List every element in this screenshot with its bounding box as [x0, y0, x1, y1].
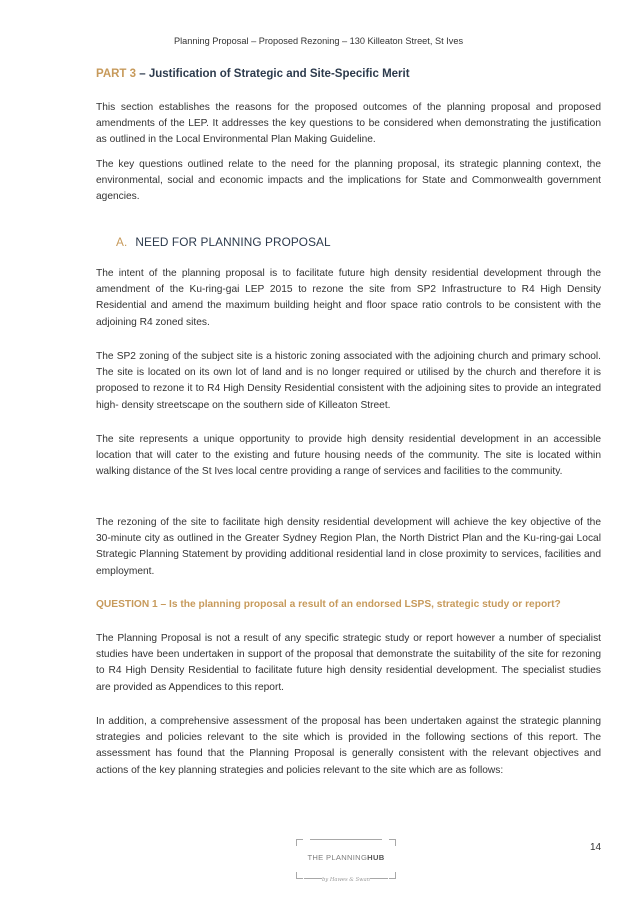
section-a-paragraph-2: The SP2 zoning of the subject site is a historic zoning associated with the adjoining church and primary school. The site is located on its own lot of land and is no longer required or utilised by the church and therefore it is proposed to rezone it to R4 High Density Residential consistent with the adjoining sites to provide an integrated high- density streetscape on the southern side of Killeaton Street. [96, 351, 601, 411]
question-paragraph-1: The Planning Proposal is not a result of any specific strategic study or report however a number of specialist studies have been undertaken in support of the proposal that demonstrate the suitability of the site for rezoning to R4 High Density Residential to facilitate future high density residential development. The specialist studies are provided as Appendices to this report. [96, 633, 601, 693]
logo-wordmark: THE PLANNINGHUB [307, 853, 385, 862]
section-title: NEED FOR PLANNING PROPOSAL [135, 235, 331, 249]
question-paragraph-2: In addition, a comprehensive assessment of the proposal has been undertaken against the strategic planning strategies and policies relevant to the site which is provided in the following sections of this report. The assessment has found that the Planning Proposal is generally consistent with the relevant objectives and actions of the key planning strategies and policies relevant to the site which are as follows: [96, 716, 601, 776]
section-a-paragraph-4: The rezoning of the site to facilitate high density residential development will achieve the key objective of the 30-minute city as outlined in the Greater Sydney Region Plan, the North District Plan and the Ku-ring-gai Local Strategic Planning Statement by providing additional residential land in close proximity to services, facilities and employment. [96, 517, 601, 577]
part-title: – Justification of Strategic and Site-Specific Merit [136, 68, 410, 80]
intro-paragraph-1: This section establishes the reasons for the proposed outcomes of the planning proposal and proposed amendments of the LEP. It addresses the key questions to be considered when demonstrating the justification as outlined in the Local Environmental Plan Making Guideline. [96, 102, 601, 146]
running-header: Planning Proposal – Proposed Rezoning – 130 Killeaton Street, St Ives [173, 36, 464, 46]
intro-paragraph-2: The key questions outlined relate to the need for the planning proposal, its strategic planning context, the environmental, social and economic impacts and the implications for State and Commonwealth government agencies. [96, 159, 601, 203]
question-heading: QUESTION 1 – Is the planning proposal a result of an endorsed LSPS, strategic study or report? [96, 599, 561, 610]
part-number: PART 3 [96, 68, 137, 80]
part-heading [96, 68, 410, 80]
planning-hub-logo [296, 839, 396, 883]
page-number: 14 [590, 842, 602, 853]
logo-tagline: by Hawes & Swan [321, 877, 371, 883]
section-a-paragraph-1: The intent of the planning proposal is to facilitate future high density residential development through the amendment of the Ku-ring-gai LEP 2015 to rezone the site from SP2 Infrastructure to R4 High Density Residential and amend the maximum building height and floor space ratio controls to be consistent with the adjoining R4 zoned sites. [96, 268, 601, 328]
section-heading [116, 235, 331, 249]
section-letter: A. [116, 235, 128, 249]
section-a-paragraph-3: The site represents a unique opportunity to provide high density residential development in an accessible location that will cater to the existing and future housing needs of the community. The site is located within walking distance of the St Ives local centre providing a range of services and facilities to the community. [96, 434, 601, 478]
